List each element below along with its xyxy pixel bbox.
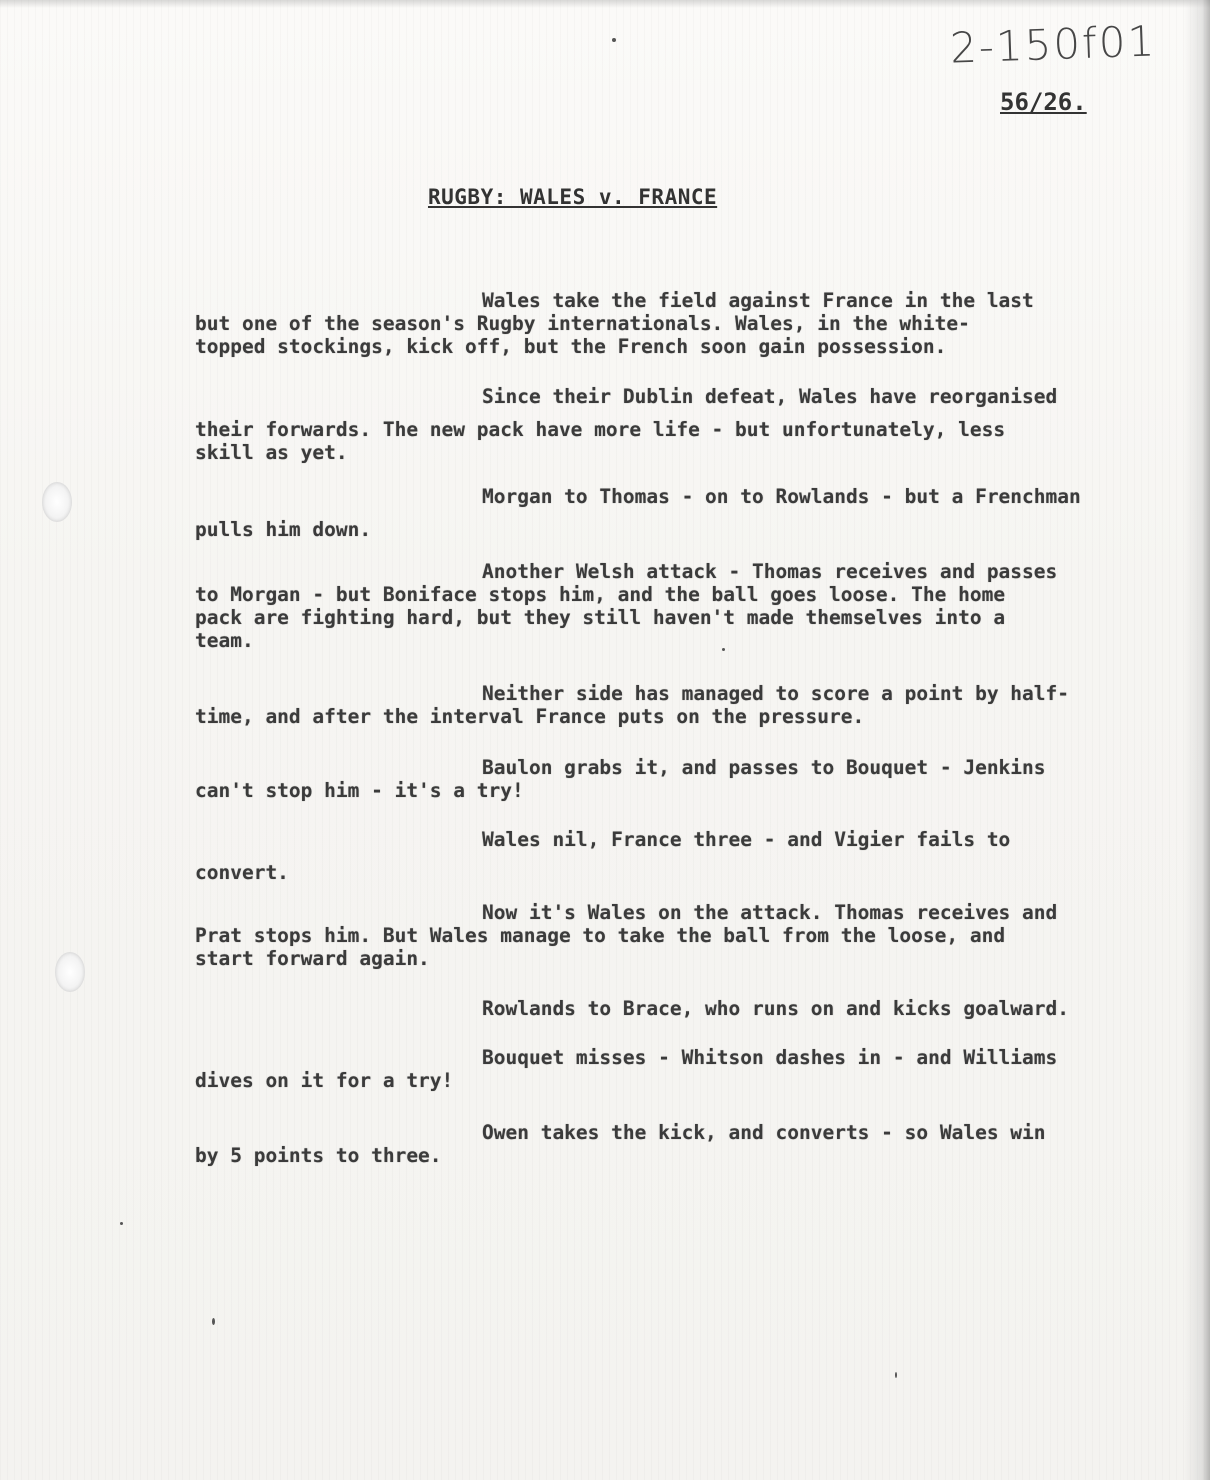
text-line: dives on it for a try! (195, 1069, 454, 1092)
document-title: RUGBY: WALES v. FRANCE (428, 185, 718, 209)
paragraph (195, 289, 1125, 358)
text-line: Rowlands to Brace, who runs on and kicks goalward. (482, 997, 1069, 1020)
text-line: Another Welsh attack - Thomas receives and passes (482, 560, 1058, 583)
punch-hole-icon (42, 482, 72, 522)
reference-number: 56/26. (1000, 88, 1087, 116)
text-line: Now it's Wales on the attack. Thomas receives and (482, 901, 1058, 924)
text-line: start forward again. (195, 947, 430, 970)
text-line: Bouquet misses - Whitson dashes in - and Williams (482, 1046, 1058, 1069)
text-line: Prat stops him. But Wales manage to take the ball from the loose, and (195, 924, 1006, 947)
paragraph (195, 385, 1125, 464)
paragraph (195, 1046, 1125, 1092)
text-line: Morgan to Thomas - on to Rowlands - but a Frenchman (482, 485, 1081, 508)
text-line: time, and after the interval France puts on the pressure. (195, 705, 865, 728)
text-line: their forwards. The new pack have more life - but unfortunately, less (195, 418, 1006, 441)
text-line: Neither side has managed to score a point by half- (482, 682, 1069, 705)
text-line: by 5 points to three. (195, 1144, 442, 1167)
paragraph (195, 1121, 1125, 1167)
text-line: pulls him down. (195, 518, 372, 541)
paragraph (195, 682, 1125, 728)
scan-edge-top (0, 0, 1210, 8)
text-line: Wales nil, France three - and Vigier fails to (482, 828, 1011, 851)
text-line: can't stop him - it's a try! (195, 779, 524, 802)
paragraph (195, 560, 1125, 652)
paragraph (195, 485, 1125, 541)
text-line: skill as yet. (195, 441, 348, 464)
text-line: Wales take the field against France in the last (482, 289, 1034, 312)
text-line: convert. (195, 861, 289, 884)
punch-hole-icon (55, 952, 85, 992)
text-line: Owen takes the kick, and converts - so Wales win (482, 1121, 1046, 1144)
text-line: to Morgan - but Boniface stops him, and the ball goes loose. The home (195, 583, 1006, 606)
scan-edge-right (1184, 0, 1210, 1480)
paragraph (195, 756, 1125, 802)
handwritten-reference: 2-150f01 (949, 16, 1158, 73)
paragraph (195, 997, 1125, 1020)
text-line: but one of the season's Rugby internationals. Wales, in the white- (195, 312, 970, 335)
text-line: pack are fighting hard, but they still haven't made themselves into a (195, 606, 1006, 629)
text-line: topped stockings, kick off, but the French soon gain possession. (195, 335, 947, 358)
text-line: Since their Dublin defeat, Wales have reorganised (482, 385, 1058, 408)
paragraph (195, 828, 1125, 884)
text-line: Baulon grabs it, and passes to Bouquet - Jenkins (482, 756, 1046, 779)
paragraph (195, 901, 1125, 970)
text-line: team. (195, 629, 254, 652)
